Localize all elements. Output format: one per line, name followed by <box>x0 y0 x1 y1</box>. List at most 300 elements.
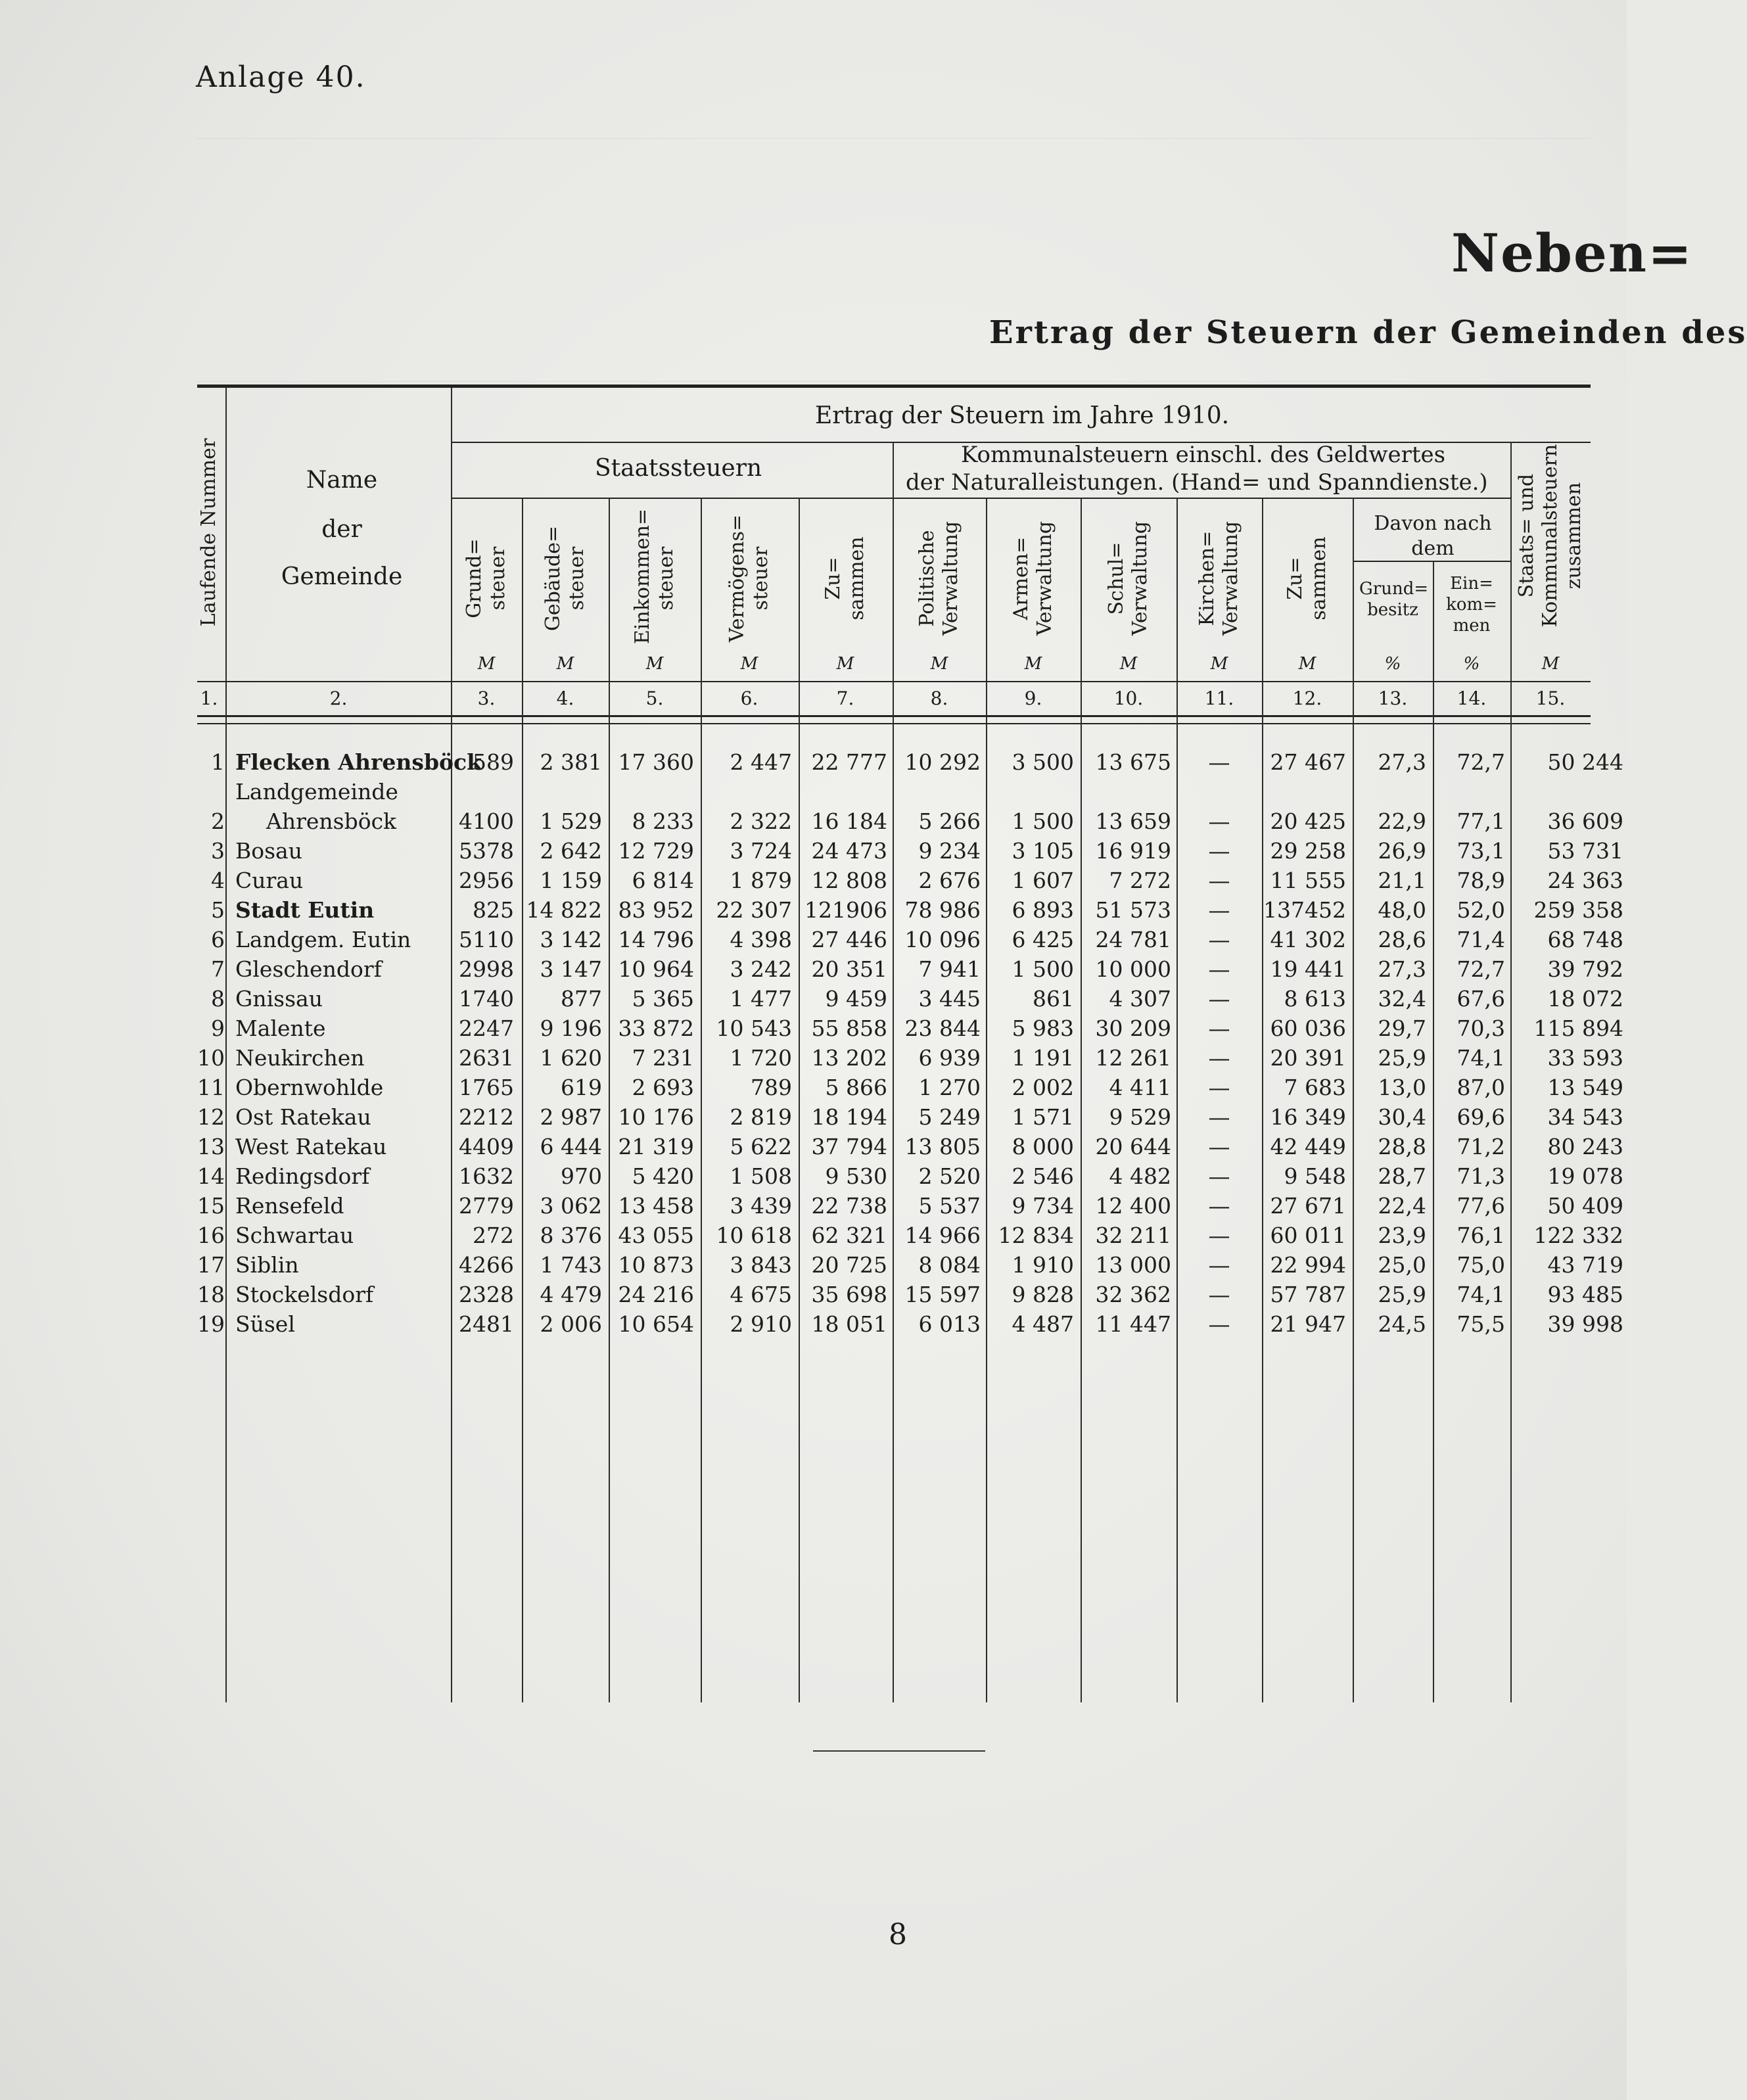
row-value: — <box>1208 1134 1230 1159</box>
header-zusammen-kommunal: Zu= sammen <box>1284 536 1330 620</box>
row-value: 4 482 <box>1109 1163 1171 1189</box>
unit-mark: M <box>1024 654 1042 674</box>
row-value: 6 939 <box>918 1045 981 1071</box>
row-name: Schwartau <box>235 1223 354 1248</box>
row-value: 970 <box>561 1163 602 1189</box>
row-value: — <box>1208 868 1230 893</box>
row-value: 2956 <box>459 868 514 893</box>
row-value: 10 096 <box>904 927 981 952</box>
row-value: 75,0 <box>1456 1252 1505 1278</box>
header-rule <box>197 681 1591 682</box>
row-name: Siblin <box>235 1252 299 1278</box>
row-value: 2 987 <box>540 1104 602 1130</box>
row-value: 73,1 <box>1456 838 1505 864</box>
row-value: 14 822 <box>526 897 602 923</box>
row-value: 26,9 <box>1378 838 1426 864</box>
column-number: 5. <box>645 688 664 709</box>
row-value: 3 105 <box>1012 838 1074 864</box>
table-row <box>0 779 1627 838</box>
row-value: — <box>1208 838 1230 864</box>
row-value: 2 693 <box>632 1075 694 1100</box>
row-value: 24 363 <box>1547 868 1623 893</box>
row-value: 1 500 <box>1012 956 1074 982</box>
header-einkommen-pct: Ein= kom= men <box>1446 574 1497 636</box>
row-value: 78,9 <box>1456 868 1505 893</box>
row-value: 2 006 <box>540 1311 602 1337</box>
row-value: 10 654 <box>618 1311 694 1337</box>
row-name: Flecken Ahrensböck <box>235 749 482 775</box>
row-value: 4266 <box>459 1252 514 1278</box>
unit-mark: M <box>477 654 496 674</box>
row-value: 9 734 <box>1012 1193 1074 1219</box>
row-value: 121906 <box>804 897 887 923</box>
column-number: 12. <box>1292 688 1322 709</box>
header-rule <box>451 498 893 499</box>
row-value: 22 777 <box>811 749 887 775</box>
row-value: 4100 <box>459 808 514 834</box>
header-staats-und-kommunalsteuern: Staats= und Kommunalsteuern zusammen <box>1515 444 1585 628</box>
row-value: 10 000 <box>1095 956 1171 982</box>
row-number: 13 <box>197 1134 225 1159</box>
table-row <box>0 1045 1627 1075</box>
row-value: 2 819 <box>730 1104 792 1130</box>
group-header-kommunal-line1: Kommunalsteuern einschl. des Geldwertes <box>961 442 1446 468</box>
table-row <box>0 838 1627 868</box>
annex-label: Anlage 40. <box>196 60 366 94</box>
row-value: 27,3 <box>1378 956 1426 982</box>
row-value: — <box>1208 1282 1230 1307</box>
unit-mark: M <box>645 654 664 674</box>
row-value: 5 983 <box>1012 1015 1074 1041</box>
unit-mark: M <box>556 654 574 674</box>
row-value: 53 731 <box>1547 838 1623 864</box>
row-value: 4 487 <box>1012 1311 1074 1337</box>
row-value: 6 425 <box>1012 927 1074 952</box>
row-value: 1 477 <box>730 986 792 1012</box>
row-value: 4 479 <box>540 1282 602 1307</box>
row-value: 1 879 <box>730 868 792 893</box>
row-value: 4409 <box>459 1134 514 1159</box>
row-value: 1 159 <box>540 868 602 893</box>
row-value: 60 036 <box>1270 1015 1346 1041</box>
row-value: 12 808 <box>811 868 887 893</box>
table-top-rule <box>197 385 1591 388</box>
header-rule <box>197 723 1591 724</box>
page-title-fragment: Neben= <box>1451 222 1694 284</box>
row-value: 29,7 <box>1378 1015 1426 1041</box>
row-value: 24 473 <box>811 838 887 864</box>
row-value: 2 520 <box>918 1163 981 1189</box>
column-number: 8. <box>930 688 948 709</box>
row-name: Stadt Eutin <box>235 897 375 923</box>
row-value: 39 998 <box>1547 1311 1623 1337</box>
column-number: 11. <box>1204 688 1234 709</box>
row-value: 75,5 <box>1456 1311 1505 1337</box>
row-value: 619 <box>561 1075 602 1100</box>
row-value: 72,7 <box>1456 956 1505 982</box>
row-value: 5378 <box>459 838 514 864</box>
row-value: 1765 <box>459 1075 514 1100</box>
row-value: 43 719 <box>1547 1252 1623 1278</box>
row-value: 8 084 <box>918 1252 981 1278</box>
row-value: 3 439 <box>730 1193 792 1219</box>
row-value: 16 919 <box>1095 838 1171 864</box>
header-armen-verwaltung: Armen= Verwaltung <box>1010 521 1056 636</box>
row-name: Stockelsdorf <box>235 1282 374 1307</box>
table-row <box>0 1252 1627 1282</box>
unit-mark: M <box>740 654 758 674</box>
row-value: 32 211 <box>1095 1223 1171 1248</box>
row-value: 8 000 <box>1012 1134 1074 1159</box>
row-value: 34 543 <box>1547 1104 1623 1130</box>
row-number: 8 <box>211 986 225 1012</box>
row-value: 2 002 <box>1012 1075 1074 1100</box>
row-value: 13 805 <box>904 1134 981 1159</box>
row-value: — <box>1208 927 1230 952</box>
row-value: 36 609 <box>1547 808 1623 834</box>
row-value: 12 400 <box>1095 1193 1171 1219</box>
header-name-line3: Gemeinde <box>281 563 403 590</box>
row-value: 272 <box>473 1223 514 1248</box>
row-value: 55 858 <box>811 1015 887 1041</box>
row-value: 25,0 <box>1378 1252 1426 1278</box>
row-value: 20 351 <box>811 956 887 982</box>
row-value: 3 142 <box>540 927 602 952</box>
page-number: 8 <box>889 1918 907 1951</box>
row-value: — <box>1208 749 1230 775</box>
header-grundbesitz: Grund= besitz <box>1359 579 1429 620</box>
row-value: 83 952 <box>618 897 694 923</box>
row-value: 259 358 <box>1533 897 1623 923</box>
row-name: Ost Ratekau <box>235 1104 371 1130</box>
row-number: 10 <box>197 1045 225 1071</box>
row-name: West Ratekau <box>235 1134 387 1159</box>
row-value: 13 458 <box>618 1193 694 1219</box>
row-number: 12 <box>197 1104 225 1130</box>
row-value: 23,9 <box>1378 1223 1426 1248</box>
row-value: 30,4 <box>1378 1104 1426 1130</box>
row-value: 10 292 <box>904 749 981 775</box>
row-value: 19 441 <box>1270 956 1346 982</box>
row-value: 9 459 <box>825 986 887 1012</box>
table-row <box>0 1163 1627 1193</box>
row-value: 4 307 <box>1109 986 1171 1012</box>
row-value: 72,7 <box>1456 749 1505 775</box>
row-value: 27 671 <box>1270 1193 1346 1219</box>
row-value: 35 698 <box>811 1282 887 1307</box>
row-value: 5 365 <box>632 986 694 1012</box>
row-value: 20 644 <box>1095 1134 1171 1159</box>
column-number: 9. <box>1024 688 1042 709</box>
row-value: 877 <box>561 986 602 1012</box>
row-value: 2481 <box>459 1311 514 1337</box>
header-grundsteuer: Grund= steuer <box>463 538 509 618</box>
row-value: 7 272 <box>1109 868 1171 893</box>
row-value: 1 720 <box>730 1045 792 1071</box>
row-value: 5 266 <box>918 808 981 834</box>
unit-mark: M <box>836 654 854 674</box>
row-value: 20 391 <box>1270 1045 1346 1071</box>
row-value: 589 <box>473 749 514 775</box>
row-name: Redingsdorf <box>235 1163 370 1189</box>
row-value: 10 618 <box>716 1223 792 1248</box>
row-value: 16 349 <box>1270 1104 1346 1130</box>
row-value: 60 011 <box>1270 1223 1346 1248</box>
row-number: 16 <box>197 1223 225 1248</box>
row-value: 93 485 <box>1547 1282 1623 1307</box>
row-value: 78 986 <box>904 897 981 923</box>
row-value: — <box>1208 897 1230 923</box>
row-value: 14 966 <box>904 1223 981 1248</box>
row-name: Curau <box>235 868 304 893</box>
column-number: 7. <box>836 688 854 709</box>
row-value: 68 748 <box>1547 927 1623 952</box>
row-value: 37 794 <box>811 1134 887 1159</box>
column-number: 1. <box>200 688 218 709</box>
row-value: — <box>1208 1252 1230 1278</box>
header-vermoegenssteuer: Vermögens= steuer <box>726 514 772 643</box>
column-number: 2. <box>329 688 348 709</box>
row-value: 33 593 <box>1547 1045 1623 1071</box>
row-value: 74,1 <box>1456 1282 1505 1307</box>
header-politische-verwaltung: Politische Verwaltung <box>916 521 962 636</box>
row-name: Gleschendorf <box>235 956 382 982</box>
row-name: Ahrensböck <box>266 808 397 834</box>
row-value: 1 620 <box>540 1045 602 1071</box>
row-value: 6 013 <box>918 1311 981 1337</box>
row-value: 137452 <box>1263 897 1346 923</box>
table-row <box>0 1193 1627 1223</box>
row-value: 5 249 <box>918 1104 981 1130</box>
row-value: — <box>1208 1015 1230 1041</box>
row-value: 9 548 <box>1284 1163 1346 1189</box>
row-value: 9 196 <box>540 1015 602 1041</box>
row-value: 12 834 <box>998 1223 1074 1248</box>
row-value: 7 683 <box>1284 1075 1346 1100</box>
row-value: 16 184 <box>811 808 887 834</box>
row-name: Rensefeld <box>235 1193 344 1219</box>
row-number: 18 <box>197 1282 225 1307</box>
row-value: 57 787 <box>1270 1282 1346 1307</box>
row-number: 2 <box>211 808 225 834</box>
row-number: 15 <box>197 1193 225 1219</box>
row-value: 2 381 <box>540 749 602 775</box>
table-row <box>0 1282 1627 1311</box>
row-number: 9 <box>211 1015 225 1041</box>
row-value: 50 409 <box>1547 1193 1623 1219</box>
row-value: 10 543 <box>716 1015 792 1041</box>
unit-mark: M <box>1541 654 1560 674</box>
row-value: 24 216 <box>618 1282 694 1307</box>
row-value: 3 445 <box>918 986 981 1012</box>
row-value: 13 549 <box>1547 1075 1623 1100</box>
row-value: — <box>1208 1223 1230 1248</box>
super-header: Ertrag der Steuern im Jahre 1910. <box>815 402 1230 429</box>
row-value: 77,1 <box>1456 808 1505 834</box>
row-value: 71,4 <box>1456 927 1505 952</box>
row-value: 5110 <box>459 927 514 952</box>
row-value: 42 449 <box>1270 1134 1346 1159</box>
header-laufende-nummer: Laufende Nummer <box>197 438 220 627</box>
row-value: 17 360 <box>618 749 694 775</box>
row-value: 22 307 <box>716 897 792 923</box>
row-value: 1 529 <box>540 808 602 834</box>
row-value: 3 500 <box>1012 749 1074 775</box>
row-value: 2328 <box>459 1282 514 1307</box>
row-value: 1 910 <box>1012 1252 1074 1278</box>
row-value: 43 055 <box>618 1223 694 1248</box>
row-name: Obernwohlde <box>235 1075 384 1100</box>
row-value: — <box>1208 1311 1230 1337</box>
row-value: 25,9 <box>1378 1282 1426 1307</box>
row-value: 87,0 <box>1456 1075 1505 1100</box>
row-value: 29 258 <box>1270 838 1346 864</box>
row-value: 7 941 <box>918 956 981 982</box>
row-value: 2631 <box>459 1045 514 1071</box>
row-number: 3 <box>211 838 225 864</box>
row-value: 25,9 <box>1378 1045 1426 1071</box>
header-kirchen-verwaltung: Kirchen= Verwaltung <box>1196 521 1242 636</box>
row-value: 18 072 <box>1547 986 1623 1012</box>
table-row <box>0 897 1627 927</box>
row-value: 12 729 <box>618 838 694 864</box>
row-value: — <box>1208 1045 1230 1071</box>
row-value: 2212 <box>459 1104 514 1130</box>
row-name: Neukirchen <box>235 1045 365 1071</box>
row-name: Landgem. Eutin <box>235 927 411 952</box>
row-value: — <box>1208 956 1230 982</box>
row-value: 19 078 <box>1547 1163 1623 1189</box>
row-value: 11 555 <box>1270 868 1346 893</box>
header-name-line1: Name <box>306 467 378 494</box>
row-value: 6 893 <box>1012 897 1074 923</box>
row-value: 8 233 <box>632 808 694 834</box>
row-value: — <box>1208 986 1230 1012</box>
table-row <box>0 749 1627 779</box>
row-value: — <box>1208 1075 1230 1100</box>
row-value: 2 676 <box>918 868 981 893</box>
row-value: 33 872 <box>618 1015 694 1041</box>
unit-mark: M <box>1298 654 1316 674</box>
column-number: 10. <box>1113 688 1144 709</box>
row-number: 11 <box>197 1075 225 1100</box>
row-value: 32,4 <box>1378 986 1426 1012</box>
row-value: 18 194 <box>811 1104 887 1130</box>
row-value: 1740 <box>459 986 514 1012</box>
row-value: 9 234 <box>918 838 981 864</box>
row-value: 1 571 <box>1012 1104 1074 1130</box>
row-value: 1 743 <box>540 1252 602 1278</box>
row-value: 2779 <box>459 1193 514 1219</box>
row-value: 28,6 <box>1378 927 1426 952</box>
column-number: 13. <box>1378 688 1408 709</box>
bleed-through-rule <box>197 381 1591 382</box>
row-value: 1 191 <box>1012 1045 1074 1071</box>
row-value: 3 242 <box>730 956 792 982</box>
row-value: 71,2 <box>1456 1134 1505 1159</box>
row-value: 14 796 <box>618 927 694 952</box>
group-header-davon: Davon nach dem <box>1374 512 1492 560</box>
group-header-kommunal-line2: der Naturalleistungen. (Hand= und Spanndienste.) <box>906 469 1488 496</box>
row-value: 13 000 <box>1095 1252 1171 1278</box>
row-value: 69,6 <box>1456 1104 1505 1130</box>
row-value: 28,8 <box>1378 1134 1426 1159</box>
row-value: 70,3 <box>1456 1015 1505 1041</box>
unit-percent: % <box>1463 654 1480 674</box>
row-value: 13 659 <box>1095 808 1171 834</box>
row-value: — <box>1208 808 1230 834</box>
row-value: 3 062 <box>540 1193 602 1219</box>
table-row <box>0 1104 1627 1134</box>
header-rule <box>893 498 1510 499</box>
row-value: 9 529 <box>1109 1104 1171 1130</box>
row-value: 22 738 <box>811 1193 887 1219</box>
row-value: 861 <box>1033 986 1074 1012</box>
row-value: 1 500 <box>1012 808 1074 834</box>
row-value: 5 420 <box>632 1163 694 1189</box>
row-value: 15 597 <box>904 1282 981 1307</box>
header-gebaeudesteuer: Gebäude= steuer <box>542 525 588 632</box>
row-value: 23 844 <box>904 1015 981 1041</box>
row-value: 50 244 <box>1547 749 1623 775</box>
row-value: 789 <box>751 1075 792 1100</box>
table-row <box>0 1223 1627 1252</box>
row-value: 22,4 <box>1378 1193 1426 1219</box>
row-value: 21 319 <box>618 1134 694 1159</box>
row-value: 13 202 <box>811 1045 887 1071</box>
row-name: Bosau <box>235 838 302 864</box>
row-value: 27,3 <box>1378 749 1426 775</box>
row-value: 5 622 <box>730 1134 792 1159</box>
row-value: 22 994 <box>1270 1252 1346 1278</box>
row-number: 6 <box>211 927 225 952</box>
row-value: 8 376 <box>540 1223 602 1248</box>
row-value: 51 573 <box>1095 897 1171 923</box>
row-value: 52,0 <box>1456 897 1505 923</box>
unit-percent: % <box>1384 654 1401 674</box>
row-number: 7 <box>211 956 225 982</box>
row-value: 2 322 <box>730 808 792 834</box>
header-name-line2: der <box>321 516 362 543</box>
row-value: 9 530 <box>825 1163 887 1189</box>
row-name: Süsel <box>235 1311 295 1337</box>
row-value: 10 873 <box>618 1252 694 1278</box>
unit-mark: M <box>1210 654 1228 674</box>
row-value: 1 607 <box>1012 868 1074 893</box>
row-value: — <box>1208 1193 1230 1219</box>
header-rule <box>197 715 1591 717</box>
row-value: 32 362 <box>1095 1282 1171 1307</box>
table-row <box>0 868 1627 897</box>
table-row <box>0 956 1627 986</box>
row-value: 3 843 <box>730 1252 792 1278</box>
row-value: 2 642 <box>540 838 602 864</box>
row-value: 1 508 <box>730 1163 792 1189</box>
row-value: 77,6 <box>1456 1193 1505 1219</box>
row-number: 5 <box>211 897 225 923</box>
row-value: 30 209 <box>1095 1015 1171 1041</box>
row-number: 14 <box>197 1163 225 1189</box>
row-value: 4 411 <box>1109 1075 1171 1100</box>
row-value: 10 176 <box>618 1104 694 1130</box>
row-value: 76,1 <box>1456 1223 1505 1248</box>
row-value: 4 398 <box>730 927 792 952</box>
row-name: Malente <box>235 1015 326 1041</box>
column-number: 6. <box>740 688 758 709</box>
row-value: 2 546 <box>1012 1163 1074 1189</box>
row-value: 12 261 <box>1095 1045 1171 1071</box>
row-value: 18 051 <box>811 1311 887 1337</box>
